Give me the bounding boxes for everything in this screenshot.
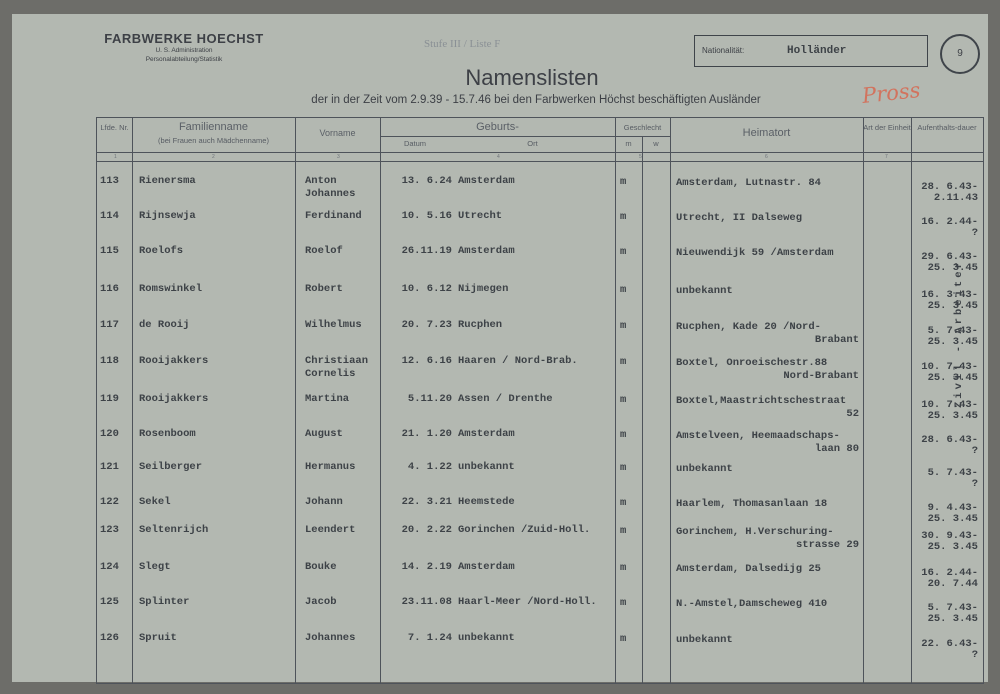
first-name: Hermanus — [305, 461, 356, 473]
first-name: Wilhelmus — [305, 319, 362, 331]
stay-duration: 5. 7.43- — [927, 467, 978, 479]
birth-place: unbekannt — [458, 632, 515, 644]
home-address: Boxtel, Onroeischestr.88 — [676, 357, 828, 369]
family-name: Rosenboom — [139, 428, 196, 440]
home-address: Nord-Brabant — [783, 370, 859, 382]
first-name: Martina — [305, 393, 350, 405]
header-m: m — [625, 139, 632, 148]
first-name: Cornelis — [305, 368, 356, 380]
birth-date: 13. 6.24 — [401, 175, 452, 187]
row-number: 123 — [100, 524, 119, 536]
family-name: Rooijakkers — [139, 355, 209, 367]
home-address: Gorinchem, H.Verschuring- — [676, 526, 834, 538]
family-name: Rijnsewja — [139, 210, 196, 222]
first-name: Christiaan — [305, 355, 369, 367]
header-vorname: Vorname — [319, 128, 356, 138]
row-number: 114 — [100, 210, 119, 222]
home-address: unbekannt — [676, 463, 733, 475]
stay-duration: 25. 3.45 — [927, 541, 978, 553]
sex-mark: m — [620, 211, 627, 223]
birth-date: 10. 6.12 — [401, 283, 452, 295]
stay-duration: 25. 3.45 — [927, 410, 978, 422]
home-address: Boxtel,Maastrichtschestraat — [676, 395, 847, 407]
birth-place: Amsterdam — [458, 428, 515, 440]
company-header — [94, 31, 274, 64]
header-family: Familienname — [178, 121, 249, 133]
stay-duration: 25. 3.45 — [927, 300, 978, 312]
family-name: Romswinkel — [139, 283, 203, 295]
row-number: 120 — [100, 428, 119, 440]
home-address: unbekannt — [676, 285, 733, 297]
stay-duration: 2.11.43 — [933, 192, 978, 204]
birth-place: Gorinchen /Zuid-Holl. — [458, 524, 591, 536]
home-address: Amstelveen, Heemaadschaps- — [676, 430, 840, 442]
sex-mark: m — [620, 497, 627, 509]
stay-duration: 25. 3.45 — [927, 336, 978, 348]
row-number: 124 — [100, 561, 119, 573]
stay-duration: 20. 7.44 — [927, 578, 978, 590]
header-w: w — [653, 139, 659, 148]
birth-date: 23.11.08 — [401, 596, 452, 608]
home-address: Utrecht, II Dalseweg — [676, 212, 803, 224]
row-number: 118 — [100, 355, 119, 367]
row-number: 113 — [100, 175, 119, 187]
header-heimatort: Heimatort — [742, 127, 791, 139]
sex-mark: m — [620, 284, 627, 296]
home-address: 52 — [846, 408, 859, 420]
birth-date: 14. 2.19 — [401, 561, 452, 573]
home-address: Haarlem, Thomasanlaan 18 — [676, 498, 828, 510]
stay-duration: 10. 7.43- — [921, 399, 978, 411]
sex-mark: m — [620, 462, 627, 474]
company-dept: Personalabteilung/Statistik — [145, 56, 223, 63]
home-address: Brabant — [814, 334, 859, 346]
nationality-label: Nationalität: — [702, 46, 745, 55]
stay-duration: 30. 9.43- — [921, 530, 978, 542]
row-number: 117 — [100, 319, 119, 331]
family-name: Slegt — [139, 561, 171, 573]
birth-place: Amsterdam — [458, 175, 515, 187]
stay-duration: 28. 6.43- — [921, 434, 978, 446]
stay-duration: ? — [971, 227, 978, 239]
form-reference: Stufe III / Liste F — [424, 38, 501, 50]
header-datum: Datum — [403, 139, 427, 148]
row-number: 126 — [100, 632, 119, 644]
birth-date: 12. 6.16 — [401, 355, 452, 367]
first-name: Ferdinand — [305, 210, 362, 222]
birth-place: Utrecht — [458, 210, 503, 222]
birth-place: Assen / Drenthe — [458, 393, 553, 405]
sex-mark: m — [620, 320, 627, 332]
first-name: Leendert — [305, 524, 356, 536]
birth-place: Nijmegen — [458, 283, 509, 295]
nationality-box — [694, 35, 928, 67]
row-number: 115 — [100, 245, 119, 257]
column-index: 2 — [212, 154, 215, 160]
first-name: Anton — [305, 175, 337, 187]
stay-duration: 25. 3.45 — [927, 513, 978, 525]
stay-duration: ? — [971, 649, 978, 661]
sex-mark: m — [620, 562, 627, 574]
first-name: August — [305, 428, 343, 440]
sex-mark: m — [620, 525, 627, 537]
birth-date: 4. 1.22 — [407, 461, 452, 473]
stay-duration: 16. 2.44- — [921, 216, 978, 228]
row-number: 125 — [100, 596, 119, 608]
birth-place: Haarl-Meer /Nord-Holl. — [458, 596, 597, 608]
birth-date: 7. 1.24 — [407, 632, 452, 644]
row-number: 122 — [100, 496, 119, 508]
page-title: Namenslisten — [465, 65, 599, 90]
company-admin: U. S. Administration — [155, 47, 213, 54]
unit-vertical-label: Zivil - Arbeiter — [953, 259, 965, 408]
family-name: Splinter — [139, 596, 190, 608]
stay-duration: 29. 6.43- — [921, 251, 978, 263]
first-name: Johann — [305, 496, 343, 508]
header-geburts: Geburts- — [476, 121, 519, 133]
sex-mark: m — [620, 356, 627, 368]
stay-duration: 22. 6.43- — [921, 638, 978, 650]
family-name: Seltenrijch — [139, 524, 209, 536]
first-name: Bouke — [305, 561, 337, 573]
home-address: Nieuwendijk 59 /Amsterdam — [676, 247, 834, 259]
page-number: 9 — [940, 34, 980, 74]
birth-place: Heemstede — [458, 496, 515, 508]
home-address: Rucphen, Kade 20 /Nord- — [676, 321, 821, 333]
sex-mark: m — [620, 633, 627, 645]
sex-mark: m — [620, 394, 627, 406]
first-name: Jacob — [305, 596, 337, 608]
family-name: Seilberger — [139, 461, 203, 473]
company-name: FARBWERKE HOECHST — [104, 31, 264, 46]
home-address: Amsterdam, Lutnastr. 84 — [676, 177, 821, 189]
birth-place: Rucphen — [458, 319, 503, 331]
home-address: unbekannt — [676, 634, 733, 646]
family-name: Rienersma — [139, 175, 196, 187]
stay-duration: ? — [971, 478, 978, 490]
stay-duration: 25. 3.45 — [927, 262, 978, 274]
column-index: 6 — [765, 154, 768, 160]
page-subtitle: der in der Zeit vom 2.9.39 - 15.7.46 bei den Farbwerken Höchst beschäftigten Ausländer — [311, 94, 761, 106]
handwritten-stamp: Pross — [860, 78, 922, 108]
first-name: Johannes — [305, 188, 356, 200]
birth-date: 20. 2.22 — [401, 524, 452, 536]
stay-duration: ? — [971, 445, 978, 457]
birth-date: 22. 3.21 — [401, 496, 452, 508]
header-ort: Ort — [527, 139, 538, 148]
sex-mark: m — [620, 246, 627, 258]
stay-duration: 5. 7.43- — [927, 602, 978, 614]
home-address: laan 80 — [814, 443, 859, 455]
nationality-value: Holländer — [787, 45, 847, 57]
birth-date: 5.11.20 — [407, 393, 452, 405]
stay-duration: 16. 2.44- — [921, 567, 978, 579]
family-name: Roelofs — [139, 245, 184, 257]
birth-date: 20. 7.23 — [401, 319, 452, 331]
row-number: 119 — [100, 393, 119, 405]
header-einheit: Art der Einheit — [863, 123, 911, 132]
birth-place: unbekannt — [458, 461, 515, 473]
header-geschlecht: Geschlecht — [623, 123, 662, 132]
first-name: Robert — [305, 283, 343, 295]
family-name: Spruit — [139, 632, 177, 644]
birth-place: Haaren / Nord-Brab. — [458, 355, 578, 367]
stay-duration: 25. 3.45 — [927, 613, 978, 625]
first-name: Roelof — [305, 245, 343, 257]
birth-date: 21. 1.20 — [401, 428, 452, 440]
column-index: 1 — [114, 154, 117, 160]
column-index: 7 — [885, 154, 888, 160]
column-index: 5 — [639, 154, 642, 160]
stay-duration: 25. 3.45 — [927, 372, 978, 384]
sex-mark: m — [620, 176, 627, 188]
birth-date: 10. 5.16 — [401, 210, 452, 222]
home-address: Amsterdam, Dalsedijg 25 — [676, 563, 821, 575]
header-aufenthalt: Aufenthalts-dauer — [917, 123, 977, 132]
family-name: de Rooij — [139, 319, 190, 331]
birth-place: Amsterdam — [458, 245, 515, 257]
column-index: 4 — [497, 154, 500, 160]
stay-duration: 5. 7.43- — [927, 325, 978, 337]
row-number: 121 — [100, 461, 119, 473]
stay-duration: 10. 7.43- — [921, 361, 978, 373]
document-sheet — [12, 14, 988, 682]
stay-duration: 16. 3.43- — [921, 289, 978, 301]
stay-duration: 28. 6.43- — [921, 181, 978, 193]
column-index: 3 — [337, 154, 340, 160]
header-family-note: (bei Frauen auch Mädchenname) — [158, 136, 269, 145]
family-name: Rooijakkers — [139, 393, 209, 405]
sex-mark: m — [620, 597, 627, 609]
family-name: Sekel — [139, 496, 171, 508]
names-table — [96, 117, 984, 684]
sex-mark: m — [620, 429, 627, 441]
home-address: N.-Amstel,Damscheweg 410 — [676, 598, 828, 610]
header-lfd: Lfde. Nr. — [100, 123, 129, 132]
birth-date: 26.11.19 — [401, 245, 452, 257]
row-number: 116 — [100, 283, 119, 295]
home-address: strasse 29 — [795, 539, 859, 551]
stay-duration: 9. 4.43- — [927, 502, 978, 514]
first-name: Johannes — [305, 632, 356, 644]
birth-place: Amsterdam — [458, 561, 515, 573]
